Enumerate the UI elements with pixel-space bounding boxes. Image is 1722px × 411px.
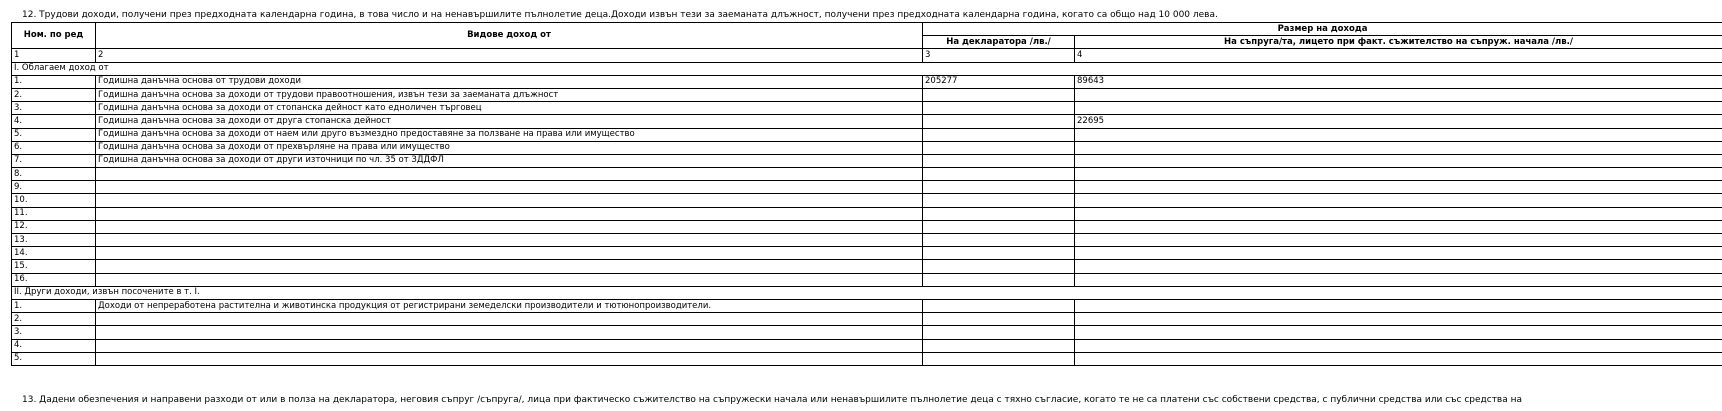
row-income-type: Годишна данъчна основа за доходи от друга стопанска дейност bbox=[96, 115, 923, 128]
row-spouse-amount bbox=[1075, 220, 1722, 233]
row-number: 4. bbox=[12, 339, 96, 352]
row-spouse-amount bbox=[1075, 234, 1722, 247]
row-spouse-amount bbox=[1075, 352, 1722, 365]
row-spouse-amount bbox=[1075, 313, 1722, 326]
col-header-spouse: На съпруга/та, лицето при факт. съжителство на съпруж. начала /лв./ bbox=[1075, 36, 1722, 49]
table-row bbox=[12, 352, 1722, 365]
row-number: 5. bbox=[12, 128, 96, 141]
row-number: 8. bbox=[12, 168, 96, 181]
row-number: 7. bbox=[12, 154, 96, 167]
table-row bbox=[12, 168, 1722, 181]
col-header-declarant: На декларатора /лв./ bbox=[923, 36, 1075, 49]
row-declarant-amount bbox=[923, 115, 1075, 128]
table-row bbox=[12, 128, 1722, 141]
row-spouse-amount bbox=[1075, 273, 1722, 286]
row-number: 14. bbox=[12, 247, 96, 260]
row-declarant-amount bbox=[923, 273, 1075, 286]
table-row bbox=[12, 207, 1722, 220]
row-declarant-amount bbox=[923, 352, 1075, 365]
row-income-type: Годишна данъчна основа за доходи от стопанска дейност като едноличен търговец bbox=[96, 102, 923, 115]
row-declarant-amount bbox=[923, 207, 1075, 220]
section-2-title: II. Други доходи, извън посочените в т. I. bbox=[12, 286, 1722, 299]
col-number-label: 4 bbox=[1075, 49, 1722, 62]
row-declarant-amount bbox=[923, 313, 1075, 326]
section-13-heading: 13. Дадени обезпечения и направени разходи от или в полза на декларатора, неговия съпруг /съпруга/, лица при фактическо съжителство на съпружески начала или ненавършилите пълнолетие деца с тяхно съгласие, когато те не са платени със собствени средства, с публични средства или със средства на bbox=[22, 395, 1523, 405]
row-number: 12. bbox=[12, 220, 96, 233]
row-number: 2. bbox=[12, 88, 96, 101]
row-number: 6. bbox=[12, 141, 96, 154]
row-number: 1. bbox=[12, 299, 96, 312]
row-number: 2. bbox=[12, 313, 96, 326]
row-spouse-amount bbox=[1075, 154, 1722, 167]
table-row bbox=[12, 313, 1722, 326]
row-declarant-amount bbox=[923, 234, 1075, 247]
table-row bbox=[12, 234, 1722, 247]
row-income-type bbox=[96, 313, 923, 326]
table-row bbox=[12, 299, 1722, 312]
row-income-type: Годишна данъчна основа за доходи от прехвърляне на права или имущество bbox=[96, 141, 923, 154]
row-spouse-amount bbox=[1075, 260, 1722, 273]
row-income-type bbox=[96, 220, 923, 233]
col-number-label: 2 bbox=[96, 49, 923, 62]
row-declarant-amount bbox=[923, 88, 1075, 101]
row-number: 10. bbox=[12, 194, 96, 207]
table-row bbox=[12, 339, 1722, 352]
row-income-type: Годишна данъчна основа за доходи от други източници по чл. 35 от ЗДДФЛ bbox=[96, 154, 923, 167]
row-income-type bbox=[96, 207, 923, 220]
row-spouse-amount bbox=[1075, 299, 1722, 312]
table-row bbox=[12, 273, 1722, 286]
row-declarant-amount bbox=[923, 220, 1075, 233]
row-number: 4. bbox=[12, 115, 96, 128]
row-spouse-amount bbox=[1075, 247, 1722, 260]
col-number-label: 3 bbox=[923, 49, 1075, 62]
row-income-type bbox=[96, 168, 923, 181]
section-12-heading: 12. Трудови доходи, получени през предходната календарна година, в това число и на ненавършилите пълнолетие деца.Доходи извън тези за заеманата длъжност, получени през предходната календарна година, когато са общо над 10 000 лева. bbox=[22, 10, 1218, 20]
row-income-type: Годишна данъчна основа за доходи от трудови правоотношения, извън тези за заеманата длъжност bbox=[96, 88, 923, 101]
row-spouse-amount bbox=[1075, 128, 1722, 141]
table-row bbox=[12, 75, 1722, 88]
row-declarant-amount bbox=[923, 141, 1075, 154]
row-declarant-amount bbox=[923, 326, 1075, 339]
col-header-number: Ном. по ред bbox=[12, 23, 96, 49]
row-number: 3. bbox=[12, 102, 96, 115]
row-declarant-amount bbox=[923, 128, 1075, 141]
income-table bbox=[11, 22, 1722, 366]
row-number: 3. bbox=[12, 326, 96, 339]
row-number: 1. bbox=[12, 75, 96, 88]
row-declarant-amount bbox=[923, 299, 1075, 312]
row-declarant-amount bbox=[923, 168, 1075, 181]
row-number: 5. bbox=[12, 352, 96, 365]
table-row bbox=[12, 326, 1722, 339]
row-declarant-amount: 205277 bbox=[923, 75, 1075, 88]
row-spouse-amount bbox=[1075, 194, 1722, 207]
row-spouse-amount: 89643 bbox=[1075, 75, 1722, 88]
row-number: 11. bbox=[12, 207, 96, 220]
row-spouse-amount bbox=[1075, 181, 1722, 194]
row-declarant-amount bbox=[923, 247, 1075, 260]
row-spouse-amount: 22695 bbox=[1075, 115, 1722, 128]
col-number-label: 1 bbox=[12, 49, 96, 62]
row-declarant-amount bbox=[923, 339, 1075, 352]
row-spouse-amount bbox=[1075, 168, 1722, 181]
row-declarant-amount bbox=[923, 260, 1075, 273]
row-income-type bbox=[96, 326, 923, 339]
row-spouse-amount bbox=[1075, 141, 1722, 154]
row-spouse-amount bbox=[1075, 326, 1722, 339]
table-row bbox=[12, 194, 1722, 207]
row-income-type bbox=[96, 194, 923, 207]
row-number: 16. bbox=[12, 273, 96, 286]
row-number: 15. bbox=[12, 260, 96, 273]
row-income-type bbox=[96, 181, 923, 194]
row-income-type bbox=[96, 339, 923, 352]
row-declarant-amount bbox=[923, 102, 1075, 115]
section-1-title: I. Облагаем доход от bbox=[12, 62, 1722, 75]
table-row bbox=[12, 220, 1722, 233]
row-spouse-amount bbox=[1075, 88, 1722, 101]
row-income-type bbox=[96, 273, 923, 286]
row-number: 9. bbox=[12, 181, 96, 194]
col-header-income-size: Размер на дохода bbox=[923, 23, 1722, 36]
row-number: 13. bbox=[12, 234, 96, 247]
row-declarant-amount bbox=[923, 154, 1075, 167]
row-declarant-amount bbox=[923, 194, 1075, 207]
table-row bbox=[12, 154, 1722, 167]
row-income-type bbox=[96, 352, 923, 365]
row-income-type: Доходи от непреработена растителна и животинска продукция от регистрирани земеделски производители и тютюнопроизводители. bbox=[96, 299, 923, 312]
row-income-type: Годишна данъчна основа за доходи от наем или друго възмездно предоставяне за ползване на права или имущество bbox=[96, 128, 923, 141]
table-row bbox=[12, 181, 1722, 194]
table-row bbox=[12, 88, 1722, 101]
row-declarant-amount bbox=[923, 181, 1075, 194]
table-row bbox=[12, 141, 1722, 154]
row-income-type bbox=[96, 260, 923, 273]
table-row bbox=[12, 260, 1722, 273]
row-spouse-amount bbox=[1075, 102, 1722, 115]
row-income-type bbox=[96, 247, 923, 260]
row-income-type bbox=[96, 234, 923, 247]
table-row bbox=[12, 247, 1722, 260]
table-row bbox=[12, 102, 1722, 115]
col-header-income-type: Видове доход от bbox=[96, 23, 923, 49]
row-spouse-amount bbox=[1075, 339, 1722, 352]
row-income-type: Годишна данъчна основа от трудови доходи bbox=[96, 75, 923, 88]
table-row bbox=[12, 115, 1722, 128]
row-spouse-amount bbox=[1075, 207, 1722, 220]
